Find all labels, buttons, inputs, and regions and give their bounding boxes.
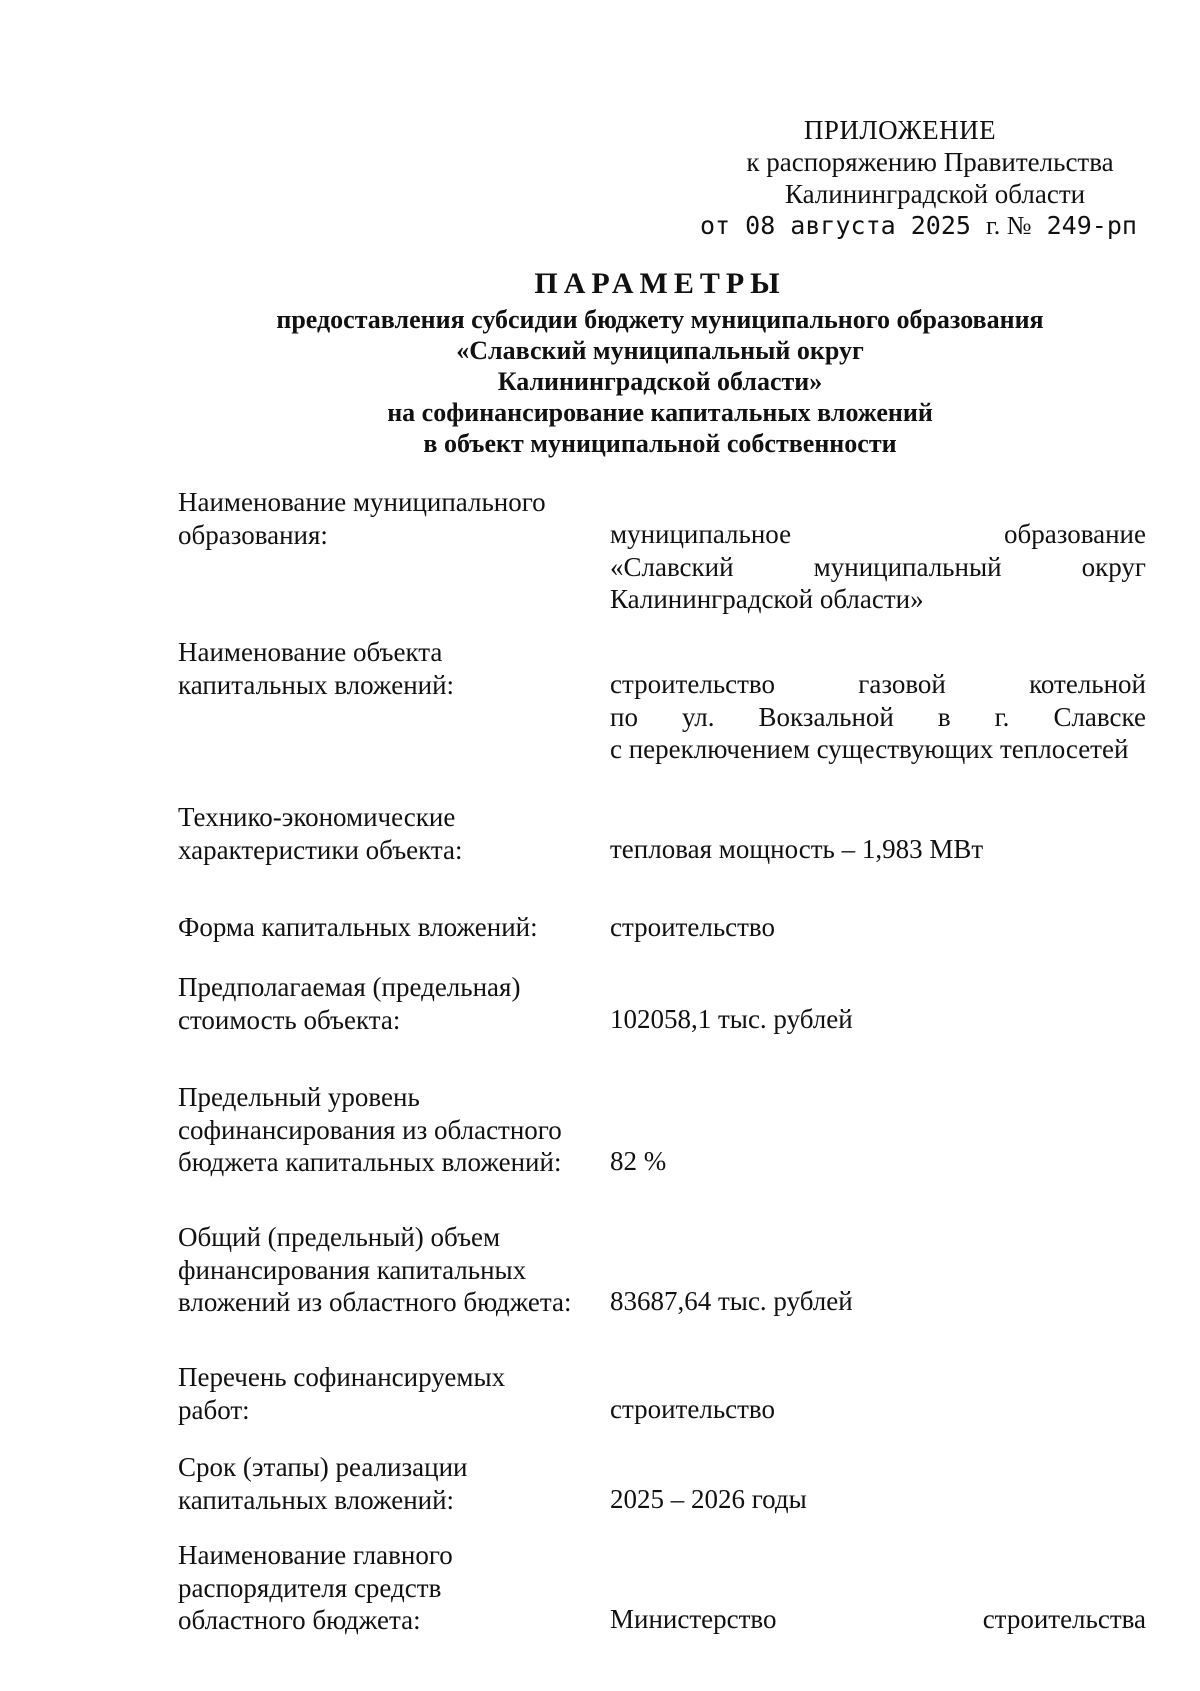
- appendix-date: от 08 августа 2025: [700, 211, 971, 240]
- param-value: 2025 – 2026 годы: [610, 1484, 807, 1514]
- appendix-header: [670, 114, 1137, 242]
- param-label: Общий (предельный) объем финансирования капитальных вложений из областного бюджета:: [178, 1222, 572, 1317]
- param-label: Предельный уровень софинансирования из областного бюджета капитальных вложений:: [178, 1082, 562, 1177]
- heading-line-2: «Славский муниципальный округ: [456, 336, 864, 365]
- param-label: Наименование объекта капитальных вложений:: [178, 637, 455, 700]
- appendix-line-region: Калининградской области: [784, 179, 1086, 209]
- document-title: ПАРАМЕТРЫ: [534, 267, 786, 300]
- param-value: 83687,64 тыс. рублей: [610, 1286, 853, 1316]
- param-label: Срок (этапы) реализации капитальных вложений:: [178, 1452, 468, 1515]
- param-label: Перечень софинансируемых работ:: [178, 1362, 506, 1425]
- heading-line-1: предоставления субсидии бюджету муниципального образования: [276, 305, 1044, 334]
- appendix-line-order: к распоряжению Правительства: [746, 147, 1114, 177]
- param-label: Предполагаемая (предельная) стоимость объекта:: [178, 972, 521, 1035]
- param-value: 102058,1 тыс. рублей: [610, 1004, 853, 1034]
- heading-line-3: Калининградской области»: [497, 367, 823, 396]
- param-value: строительство газовой котельной по ул. Вокзальной в г. Славске с переключением существующих теплосетей: [610, 669, 1146, 764]
- appendix-number-prefix: г. №: [986, 211, 1032, 240]
- param-value: муниципальное образование «Славский муниципальный округ Калининградской области»: [610, 519, 1146, 614]
- document-heading: [180, 266, 1140, 459]
- param-value: тепловая мощность – 1,983 МВт: [610, 834, 984, 864]
- appendix-title: ПРИЛОЖЕНИЕ: [803, 115, 997, 145]
- param-value: строительство: [610, 912, 775, 942]
- appendix-number: 249-рп: [1046, 211, 1137, 240]
- param-label: Наименование муниципального образования:: [178, 487, 546, 550]
- param-label: Форма капитальных вложений:: [178, 912, 538, 942]
- param-value: Министерство строительства: [610, 1604, 1146, 1634]
- param-label: Технико-экономические характеристики объекта:: [178, 802, 463, 865]
- param-label: Наименование главного распорядителя средств областного бюджета:: [178, 1540, 453, 1635]
- heading-line-5: в объект муниципальной собственности: [423, 429, 897, 458]
- heading-line-4: на софинансирование капитальных вложений: [387, 398, 933, 427]
- appendix-date-line: [670, 210, 1137, 242]
- param-value: 82 %: [610, 1146, 667, 1176]
- param-value: строительство: [610, 1394, 775, 1424]
